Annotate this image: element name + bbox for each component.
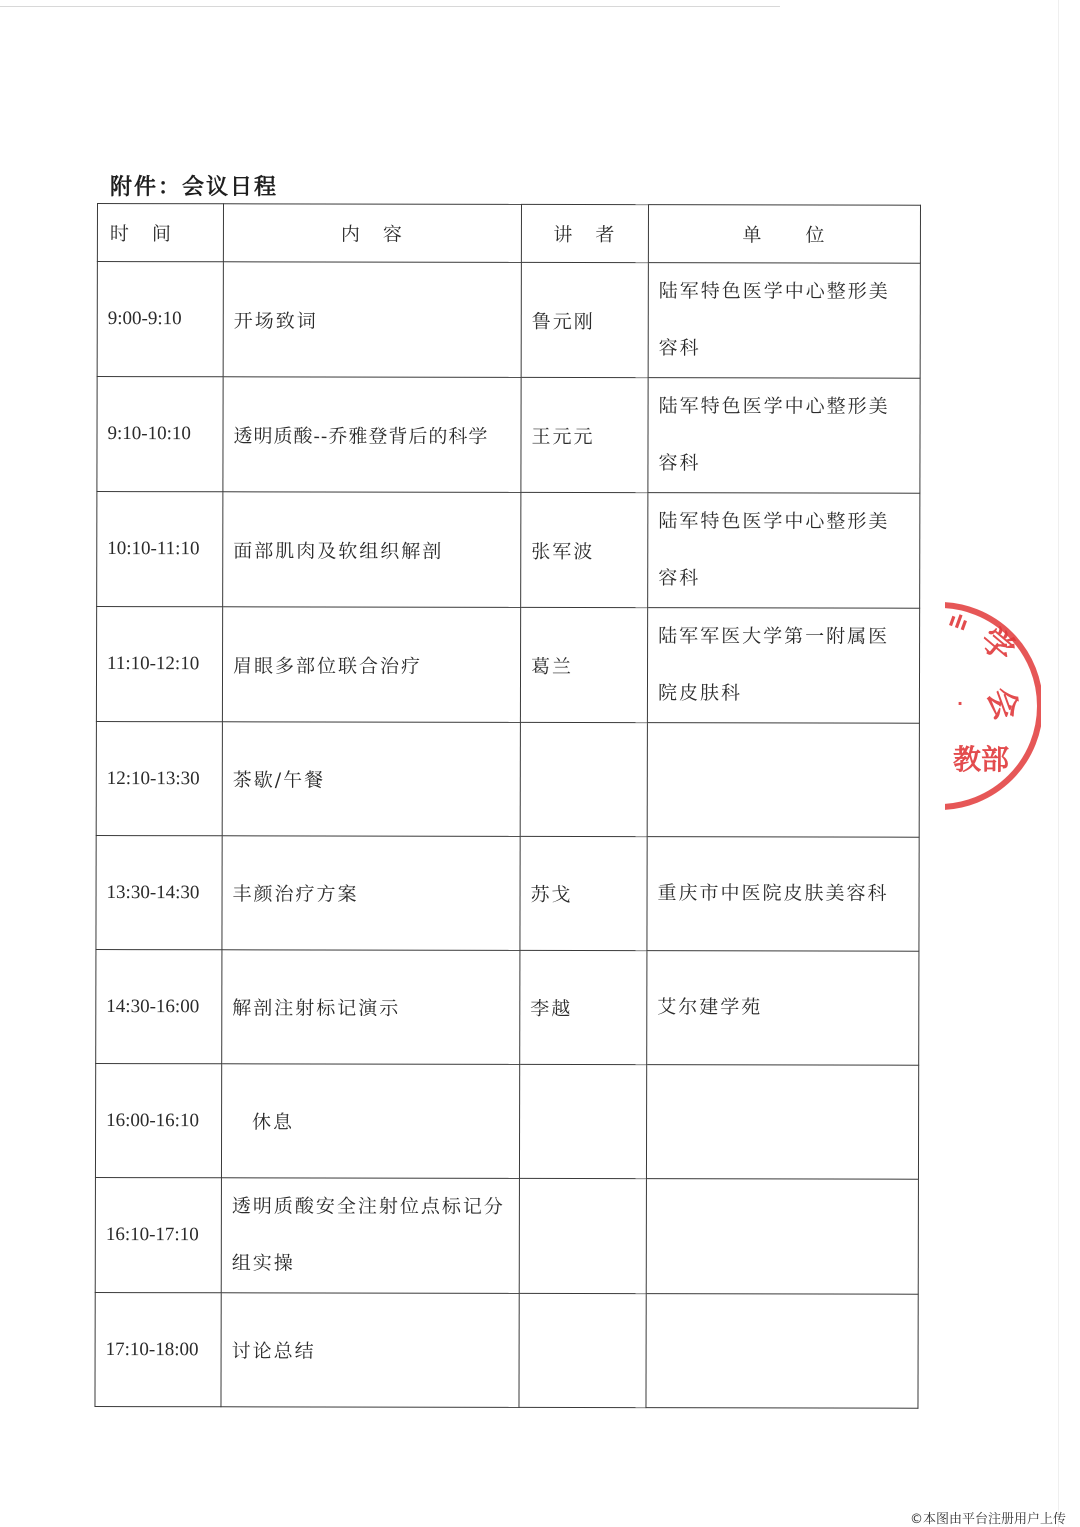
row-unit: 陆军特色医学中心整形美容科: [648, 493, 920, 609]
seal-char: ılı: [945, 609, 971, 636]
table-row: [96, 607, 919, 724]
table-header-row: [97, 204, 920, 264]
header-time: 时 间: [97, 204, 223, 262]
header-content: 内 容: [223, 204, 521, 263]
table-row: [95, 1177, 918, 1294]
table-row: [96, 949, 919, 1065]
row-speaker: 鲁元刚: [521, 262, 648, 377]
row-time: 12:10-13:30: [96, 721, 222, 835]
row-unit: [646, 1065, 918, 1180]
table-row: [95, 1063, 918, 1179]
page-fold-line: [1058, 0, 1059, 1527]
seal-char: 教部: [953, 743, 1010, 776]
row-content: 透明质酸--乔雅登背后的科学: [223, 377, 521, 493]
row-time: 9:10-10:10: [97, 377, 223, 492]
upload-watermark: ©本图由平台注册用户上传: [909, 1512, 1066, 1527]
row-time: 13:30-14:30: [96, 835, 222, 949]
row-time: 14:30-16:00: [96, 949, 222, 1063]
table-row: [97, 377, 920, 494]
row-speaker: 张军波: [521, 492, 648, 607]
row-content: 休息: [221, 1064, 519, 1179]
row-unit: 重庆市中医院皮肤美容科: [647, 837, 919, 952]
row-speaker: 葛兰: [520, 607, 647, 722]
row-speaker: 苏戈: [520, 836, 647, 950]
seal-char: 学: [973, 619, 1023, 670]
header-speaker: 讲 者: [521, 204, 648, 262]
table-row: [95, 1292, 918, 1408]
row-speaker: 王元元: [521, 377, 648, 492]
table-row: [97, 262, 920, 379]
row-content: 解剖注射标记演示: [222, 950, 520, 1065]
red-seal-stamp: [945, 598, 1041, 810]
row-speaker: 李越: [520, 950, 647, 1064]
schedule-table: [94, 203, 921, 1409]
row-time: 16:00-16:10: [95, 1063, 221, 1177]
table-row: [96, 835, 919, 951]
seal-char: 会: [979, 682, 1027, 726]
row-speaker: [519, 1178, 646, 1293]
row-speaker: [519, 1064, 646, 1178]
row-unit: [646, 1294, 918, 1409]
row-unit: [647, 723, 919, 838]
seal-char: ·: [957, 694, 964, 713]
row-content: 眉眼多部位联合治疗: [222, 607, 520, 723]
row-time: 10:10-11:10: [97, 492, 223, 607]
row-content: 丰颜治疗方案: [222, 836, 520, 951]
row-content: 讨论总结: [221, 1293, 519, 1408]
row-unit: [646, 1179, 918, 1295]
row-content: 茶歇/午餐: [222, 722, 520, 837]
row-content: 透明质酸安全注射位点标记分组实操: [221, 1178, 519, 1294]
row-content: 开场致词: [223, 262, 521, 378]
row-time: 17:10-18:00: [95, 1292, 221, 1406]
document-title: 附件：会议日程: [110, 174, 279, 200]
row-speaker: [519, 1293, 646, 1407]
table-row: [96, 721, 919, 837]
row-unit: 陆军特色医学中心整形美容科: [648, 263, 920, 379]
row-speaker: [520, 722, 647, 836]
row-unit: 艾尔建学苑: [647, 951, 919, 1066]
row-time: 11:10-12:10: [96, 607, 222, 722]
table-row: [97, 492, 920, 609]
row-time: 9:00-9:10: [97, 262, 223, 377]
row-time: 16:10-17:10: [95, 1177, 221, 1292]
row-unit: 陆军特色医学中心整形美容科: [648, 378, 920, 494]
header-unit: 单 位: [648, 205, 920, 264]
page-top-edge: [0, 0, 780, 7]
row-unit: 陆军军医大学第一附属医院皮肤科: [647, 608, 919, 724]
row-content: 面部肌肉及软组织解剖: [223, 492, 521, 608]
